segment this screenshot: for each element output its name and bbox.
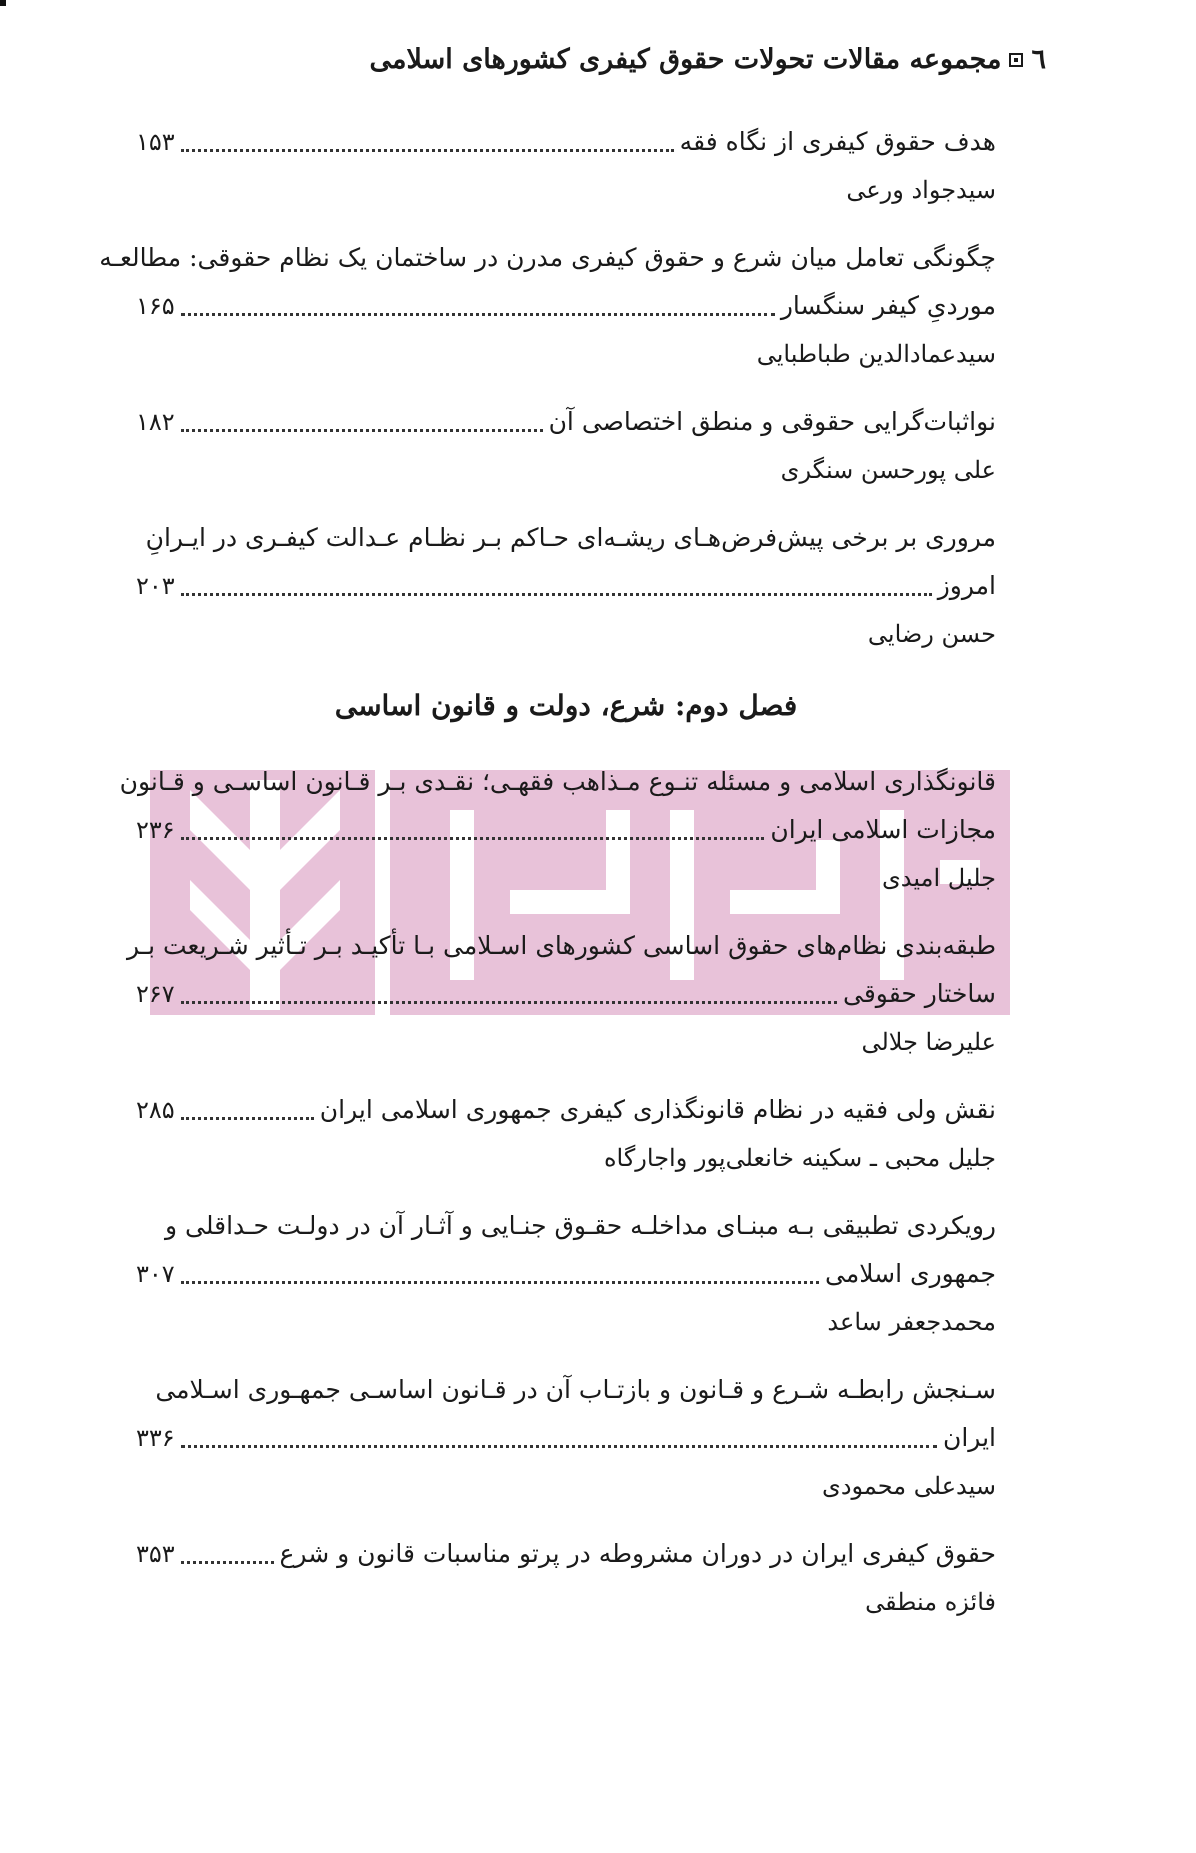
toc-entry-page: ۳۳۶ (136, 1424, 175, 1452)
toc-entry-author: محمدجعفر ساعد (827, 1308, 996, 1336)
toc-entry (136, 398, 996, 494)
toc-entry-author: جلیل محبی ـ سکینه خانعلی‌پور واجارگاه (603, 1144, 996, 1172)
toc-entry (136, 118, 996, 214)
toc-entry-title-line[interactable] (126, 922, 996, 970)
toc-entry-page: ۲۳۶ (136, 816, 175, 844)
toc-entry-title-line[interactable] (136, 562, 996, 610)
toc-entry-title: موردیِ کیفر سنگسار (780, 291, 996, 320)
running-header-title: مجموعه مقالات تحولات حقوق کیفری کشورهای اسلامی (369, 44, 1002, 75)
toc-entry (99, 234, 996, 378)
toc-entry (136, 514, 996, 658)
dot-leader (181, 1561, 274, 1564)
table-of-contents (99, 118, 996, 1646)
toc-entry-title-line[interactable] (136, 118, 996, 166)
toc-entry (136, 1086, 996, 1182)
toc-entry-title: حقوق کیفری ایران در دوران مشروطه در پرتو مناسبات قانون و شرع (279, 1539, 996, 1568)
page-corner-mark (0, 0, 6, 6)
dot-leader (181, 149, 674, 152)
toc-entry (126, 922, 996, 1066)
toc-entry-title-line[interactable] (136, 1366, 996, 1414)
toc-entry (136, 1366, 996, 1510)
toc-entry-title: طبقه‌بندی نظام‌های حقوق اساسی کشورهای اسـلامی بـا تأکیـد بـر تـأثیر شـریعت بـر (126, 931, 996, 960)
toc-entry-author: فائزه منطقی (865, 1588, 996, 1616)
toc-entry-title: قانونگذاری اسلامی و مسئله تنـوع مـذاهب فقهـی؛ نقـدی بـر قـانون اساسـی و قـانون (119, 767, 996, 796)
toc-entry-title: نقش ولی فقیه در نظام قانونگذاری کیفری جمهوری اسلامی ایران (319, 1095, 996, 1124)
toc-entry-title-line[interactable] (136, 1530, 996, 1578)
toc-entry-title: جمهوری اسلامی (825, 1259, 996, 1288)
toc-entry-title: امروز (937, 571, 996, 600)
toc-entry-title: نواثبات‌گرایی حقوقی و منطق اختصاصی آن (548, 407, 996, 436)
toc-entry-author: حسن رضایی (867, 620, 996, 648)
dot-leader (181, 313, 775, 316)
toc-entry-page: ۱۸۲ (136, 408, 175, 436)
toc-entry-title-line[interactable] (136, 398, 996, 446)
page-number: ٦ (1031, 44, 1046, 75)
toc-entry-title: هدف حقوق کیفری از نگاه فقه (679, 127, 996, 156)
toc-entry-title: رویکردی تطبیقی بـه مبنـای مداخلـه حقـوق جنـایی و آثـار آن در دولـت حـداقلی و (165, 1211, 996, 1240)
dot-leader (181, 1117, 314, 1120)
toc-entry-author: علیرضا جلالی (861, 1028, 996, 1056)
toc-entry-title-line[interactable] (136, 1086, 996, 1134)
toc-entry-title: چگونگی تعامل میان شرع و حقوق کیفری مدرن در ساختمان یک نظام حقوقی: مطالعـه (99, 243, 996, 272)
toc-entry-page: ۱۶۵ (136, 292, 175, 320)
toc-entry-page: ۲۸۵ (136, 1096, 175, 1124)
dot-leader (181, 1445, 937, 1448)
toc-entry-page: ۳۰۷ (136, 1260, 175, 1288)
toc-entry (136, 1202, 996, 1346)
square-icon (1009, 53, 1023, 67)
toc-entry-title-line[interactable] (136, 282, 996, 330)
toc-entry-title: ایران (942, 1423, 996, 1452)
toc-entry-author: سیدعمادالدین طباطبایی (756, 340, 996, 368)
toc-entry-author: علی پورحسن سنگری (780, 456, 996, 484)
toc-entry-title-line[interactable] (136, 970, 996, 1018)
dot-leader (181, 837, 765, 840)
toc-entry-author: جلیل امیدی (882, 864, 996, 892)
toc-entry-title-line[interactable] (119, 758, 996, 806)
toc-entry-page: ۲۰۳ (136, 572, 175, 600)
dot-leader (181, 1281, 819, 1284)
running-header (370, 44, 1046, 75)
toc-entry-title: ساختار حقوقی (842, 979, 996, 1008)
toc-entry (136, 1530, 996, 1626)
toc-entry-page: ۱۵۳ (136, 128, 175, 156)
toc-entry-author: سیدعلی محمودی (822, 1472, 996, 1500)
dot-leader (181, 1001, 837, 1004)
toc-entry-page: ۲۶۷ (136, 980, 175, 1008)
dot-leader (181, 593, 932, 596)
toc-entry-title-line[interactable] (136, 1202, 996, 1250)
toc-entry-title: سـنجش رابطـه شـرع و قـانون و بازتـاب آن در قـانون اساسـی جمهـوری اسـلامی (155, 1375, 996, 1404)
toc-entry-title-line[interactable] (136, 806, 996, 854)
toc-entry-title: مروری بر برخی پیش‌فرض‌هـای ریشـه‌ای حـاکم بـر نظـام عـدالت کیفـری در ایـرانِ (145, 523, 996, 552)
toc-entry-title-line[interactable] (136, 1250, 996, 1298)
dot-leader (181, 429, 543, 432)
toc-entry-title-line[interactable] (99, 234, 996, 282)
toc-entry-title: مجازات اسلامی ایران (770, 815, 996, 844)
toc-entry-page: ۳۵۳ (136, 1540, 175, 1568)
toc-entry (119, 758, 996, 902)
toc-entry-title-line[interactable] (136, 514, 996, 562)
section-heading: فصل دوم: شرع، دولت و قانون اساسی (334, 689, 798, 722)
toc-entry-author: سیدجواد ورعی (846, 176, 996, 204)
toc-entry-title-line[interactable] (136, 1414, 996, 1462)
